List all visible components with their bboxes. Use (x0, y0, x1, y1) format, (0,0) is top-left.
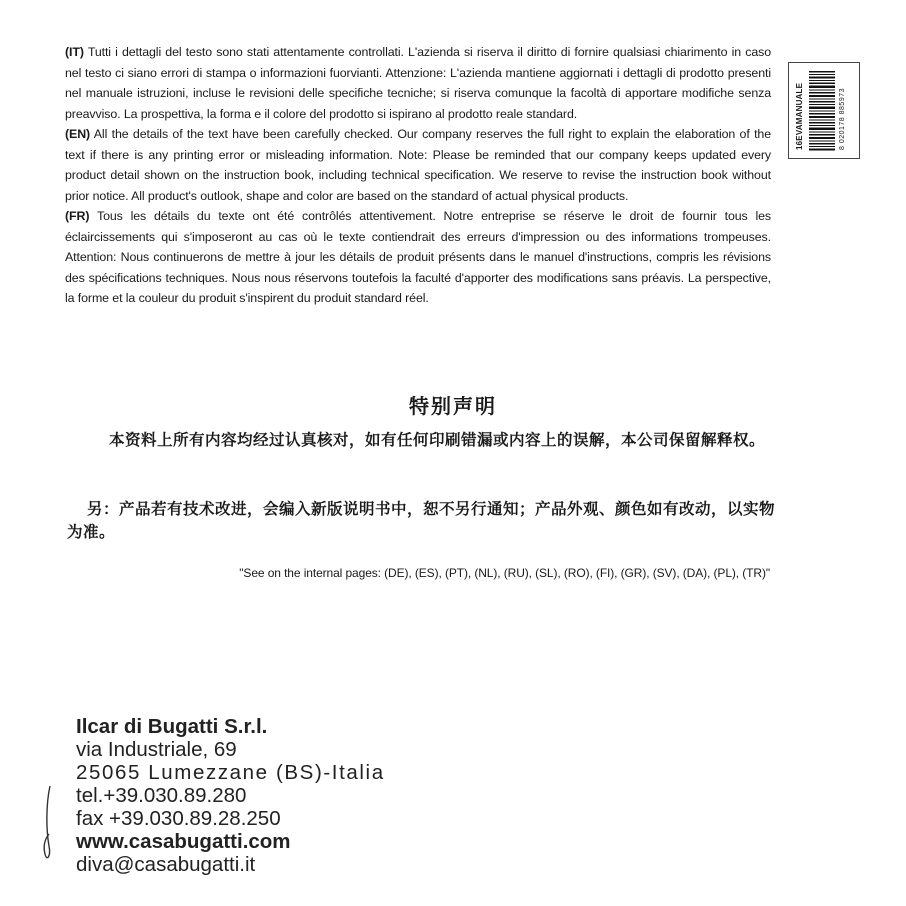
legal-disclaimer-block (65, 42, 771, 309)
barcode-label (788, 62, 860, 159)
legal-paragraph-en (65, 124, 771, 206)
barcode-icon (809, 71, 835, 151)
chinese-notice-paragraph-2: 另：产品若有技术改进，会编入新版说明书中，恕不另行通知；产品外观、颜色如有改动，以实物为准。 (67, 501, 776, 541)
company-address-block (76, 715, 385, 876)
chinese-notice-title: 特别声明 (409, 396, 497, 418)
fax: fax +39.030.89.28.250 (76, 807, 281, 830)
barcode-code-label: 16EVAMANUALE (795, 82, 804, 150)
lang-tag-it: (IT) (65, 45, 84, 59)
email-link[interactable]: diva@casabugatti.it (76, 853, 256, 876)
company-name: Ilcar di Bugatti S.r.l. (76, 715, 268, 738)
chinese-notice-paragraph-1: 本资料上所有内容均经过认真核对，如有任何印刷错漏或内容上的误解，本公司保留解释权。 (109, 432, 766, 449)
lang-tag-fr: (FR) (65, 209, 90, 223)
telephone: tel.+39.030.89.280 (76, 784, 247, 807)
lang-tag-en: (EN) (65, 127, 91, 141)
city-address: 25065 Lumezzane (BS)-Italia (76, 761, 385, 784)
street-address: via Industriale, 69 (76, 738, 237, 761)
barcode-digits: 8 020178 885973 (839, 88, 846, 150)
legal-text-en: All the details of the text have been carefully checked. Our company reserves the full right to explain the elaboration of the text if there is any printing error or misleading information. Note: Please be reminded that our company keeps updated every product detail shown on the instruction book, including technical specification. We reserve to revise the instruction book without prior notice. All product's outlook, shape and color are based on the standard of actual physical products. (65, 127, 771, 203)
legal-text-it: Tutti i dettagli del testo sono stati attentamente controllati. L'azienda si riserva il diritto di fornire qualsiasi chiarimento in caso nel testo ci siano errori di stampa o informazioni fuorvianti. Attenzione: L'azienda mantiene aggiornati i dettagli di prodotto presenti nel manuale istruzioni, incluse le revisioni delle specifiche tecniche; si riserva comunque la facoltà di apportare modifiche senza preavviso. La prospettiva, la forma e il colore del prodotto si ispirano al prodotto reale standard. (65, 45, 771, 121)
internal-pages-note: "See on the internal pages: (DE), (ES), (PT), (NL), (RU), (SL), (RO), (FI), (GR), (SV), (DA), (PL), (TR)" (239, 566, 770, 580)
website-link[interactable]: www.casabugatti.com (76, 830, 291, 853)
binding-mark-icon (40, 784, 56, 864)
legal-paragraph-it (65, 42, 771, 124)
legal-paragraph-fr (65, 206, 771, 309)
legal-text-fr: Tous les détails du texte ont été contrôlés attentivement. Notre entreprise se réserve le droit de fournir tous les éclaircissements qui s'imposeront au cas où le texte contiendrait des erreurs d'impression ou des informations trompeuses. Attention: Nous continuerons de mettre à jour les détails de produit présents dans le manuel d'instructions, compris les révisions des spécifications techniques. Nous nous réservons toutefois la faculté d'apporter des modifications sans préavis. La perspective, la forme et la couleur du produit s'inspirent du produit standard réel. (65, 209, 771, 305)
